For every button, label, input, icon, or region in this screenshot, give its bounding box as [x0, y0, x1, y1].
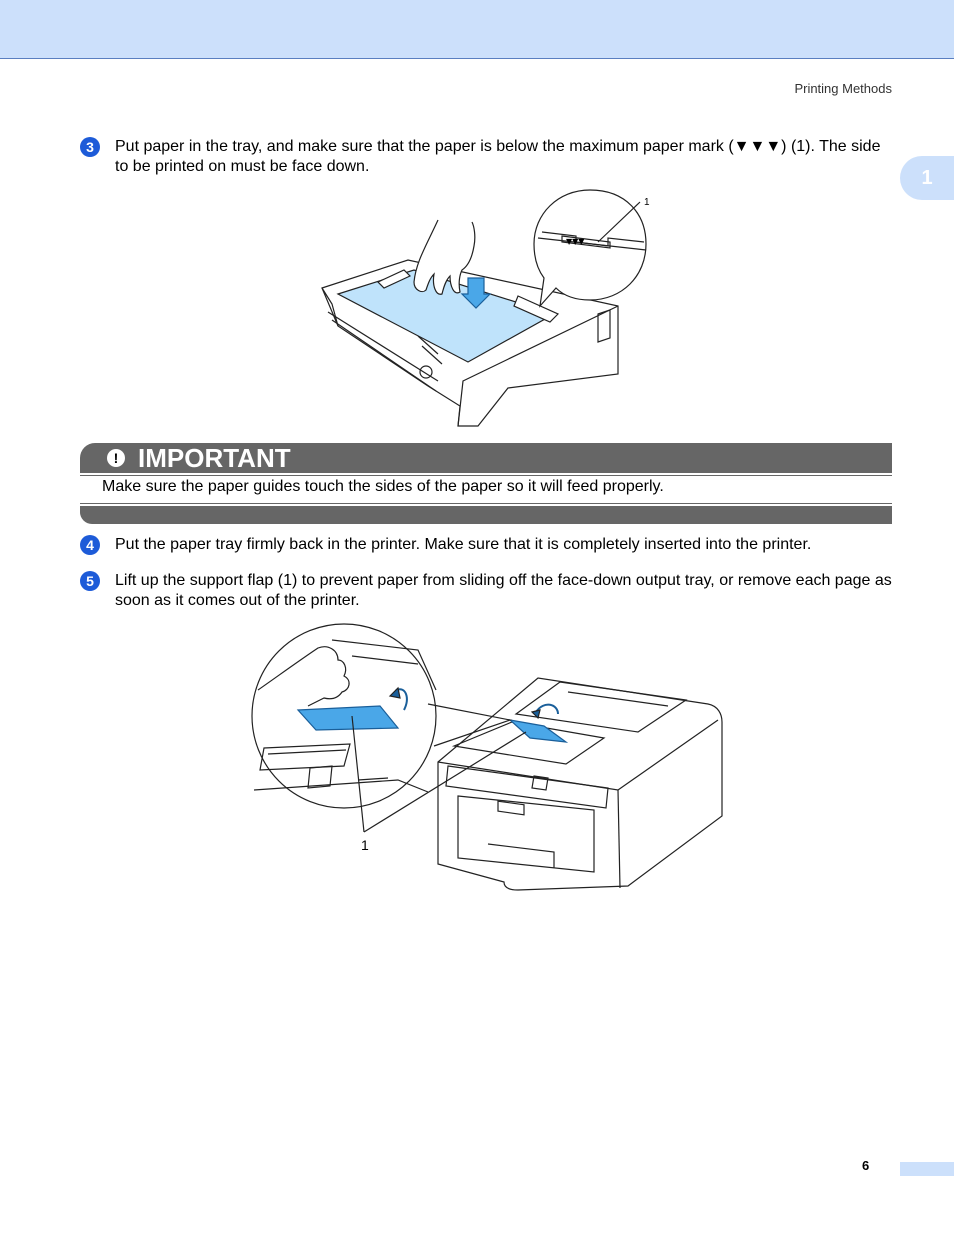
step-number-4: 4: [80, 535, 100, 555]
figure1-callout-label: 1: [644, 197, 650, 208]
figure2-callout-label: 1: [361, 837, 369, 853]
printer-support-flap-illustration: [248, 620, 724, 896]
important-text: Make sure the paper guides touch the sides of the paper so it will feed properly.: [102, 478, 664, 495]
important-footer: [80, 504, 892, 524]
step-5: [80, 571, 892, 611]
chapter-tab-label: 1: [921, 166, 933, 189]
chapter-tab[interactable]: [900, 156, 954, 200]
exclamation-icon: !: [107, 449, 125, 467]
step-3-text: Put paper in the tray, and make sure that the paper is below the maximum paper mark (▼▼▼) (1). The side to be printed on must be face down.: [115, 138, 881, 175]
max-paper-mark: ▼▼▼: [566, 237, 585, 246]
step-3: [80, 137, 892, 177]
important-title: IMPORTANT: [138, 442, 291, 473]
step-number-3: 3: [80, 137, 100, 157]
important-box: [80, 443, 892, 524]
page-tab: [900, 1162, 954, 1176]
step-4: [80, 535, 892, 555]
top-band: [0, 0, 954, 59]
section-title: Printing Methods: [794, 81, 892, 96]
step-4-text: Put the paper tray firmly back in the printer. Make sure that it is completely inserted into the printer.: [115, 536, 812, 553]
paper-tray-illustration: [318, 186, 658, 431]
page-number: 6: [862, 1158, 870, 1173]
step-5-text: Lift up the support flap (1) to prevent paper from sliding off the face-down output tray, or remove each page as soon as it comes out of the printer.: [115, 572, 892, 609]
important-header: [80, 443, 892, 473]
step-number-5: 5: [80, 571, 100, 591]
